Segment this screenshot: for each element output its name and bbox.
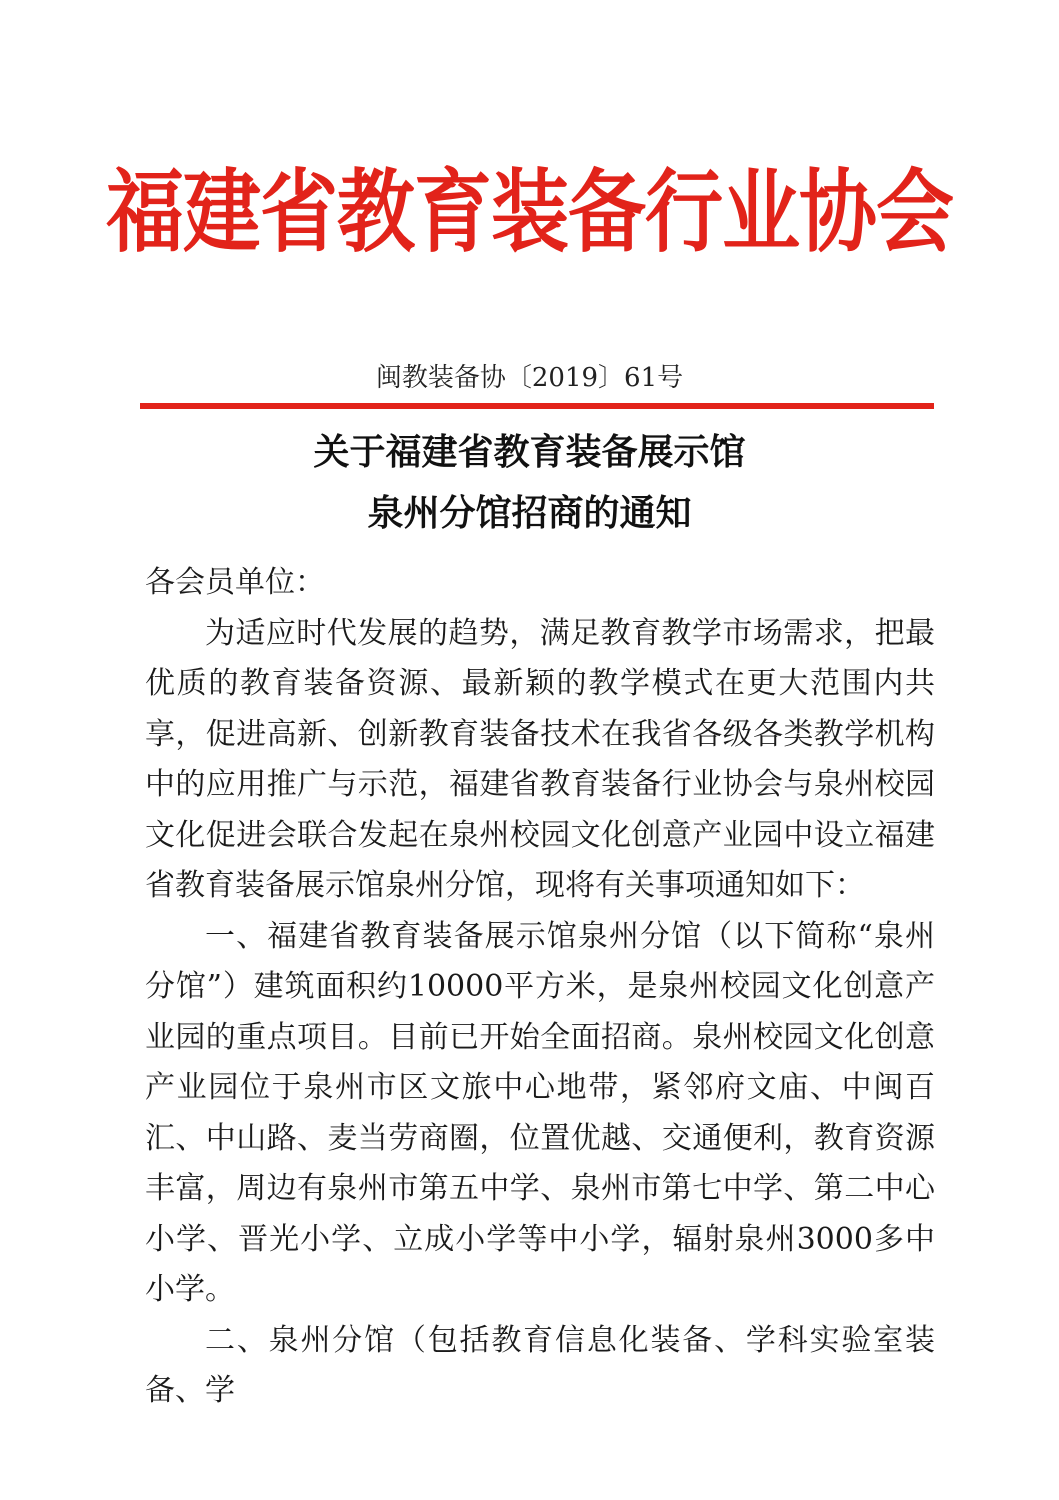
paragraph-intro: 为适应时代发展的趋势，满足教育教学市场需求，把最优质的教育装备资源、最新颖的教学模式在更大范围内共享，促进高新、创新教育装备技术在我省各级各类教学机构中的应用推广与示范，福建省教育装备行业协会与泉州校园文化促进会联合发起在泉州校园文化创意产业园中设立福建省教育装备展示馆泉州分馆，现将有关事项通知如下： <box>145 615 935 903</box>
organization-header: 福建省教育装备行业协会 <box>105 160 953 265</box>
notice-title-line-2: 泉州分馆招商的通知 <box>367 492 692 534</box>
red-divider-line <box>140 403 934 409</box>
paragraph-item-2: 二、泉州分馆（包括教育信息化装备、学科实验室装备、学 <box>145 1322 935 1408</box>
notice-body <box>145 558 935 1417</box>
notice-title-line-1: 关于福建省教育装备展示馆 <box>313 431 746 473</box>
paragraph-item-1: 一、福建省教育装备展示馆泉州分馆（以下简称“泉州分馆”）建筑面积约10000平方米，是泉州校园文化创意产业园的重点项目。目前已开始全面招商。泉州校园文化创意产业园位于泉州市区文旅中心地带，紧邻府文庙、中闽百汇、中山路、麦当劳商圈，位置优越、交通便利，教育资源丰富，周边有泉州市第五中学、泉州市第七中学、第二中心小学、晋光小学、立成小学等中小学，辐射泉州3000多中小学。 <box>145 918 935 1307</box>
salutation: 各会员单位： <box>145 565 325 600</box>
document-number: 闽教装备协〔2019〕61号 <box>375 363 684 393</box>
